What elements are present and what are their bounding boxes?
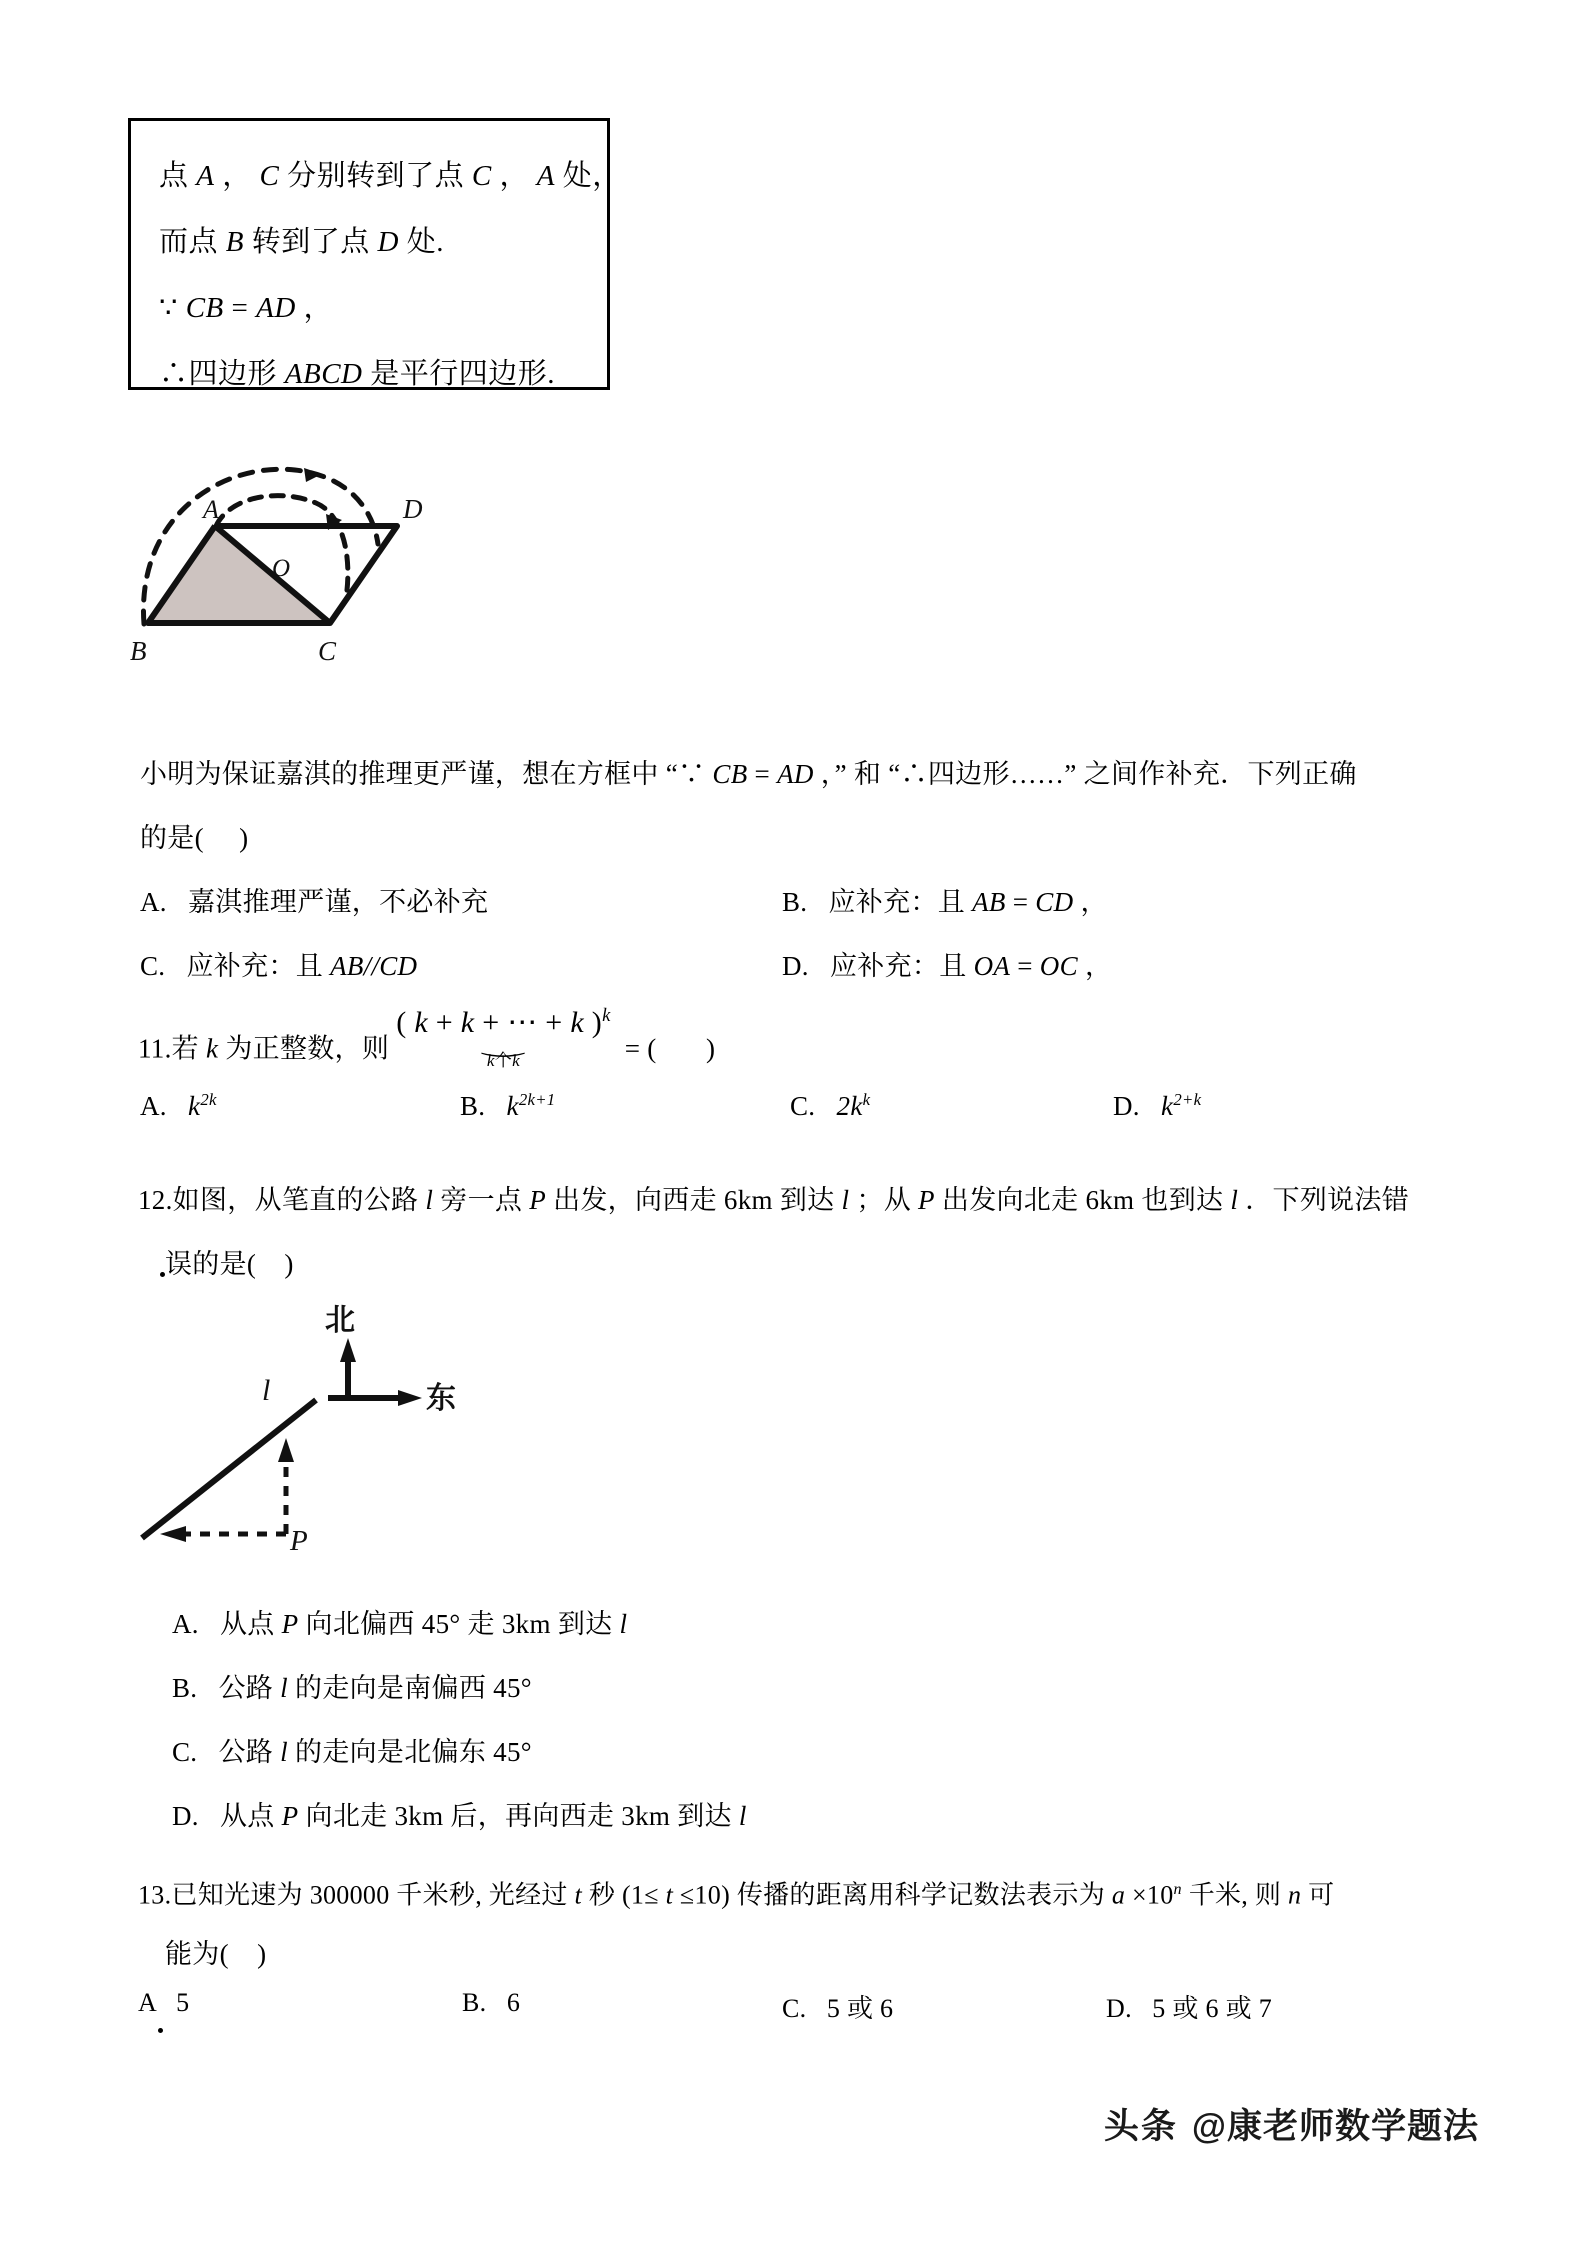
q11-expr-top: ( k + k + ⋯ + k )$^k$: [396, 1005, 611, 1039]
q13-option-c-text: 5 或 6: [826, 1994, 894, 2023]
q11-option-b[interactable]: [460, 1090, 555, 1122]
q10-option-d[interactable]: D. 应补充：且 OA = OC ，: [782, 951, 1113, 981]
q12-option-c[interactable]: C. 公路 l 的走向是北偏东 45°: [172, 1737, 532, 1767]
label-line-l: l: [262, 1374, 271, 1407]
proof-line-2: 而点 B 转到了点 D 处.: [159, 226, 444, 258]
q13-option-b[interactable]: [462, 1988, 520, 2018]
label-point-p: P: [290, 1525, 308, 1550]
q11-option-a-sup: 2k: [200, 1090, 217, 1109]
north-path-arrowhead: [278, 1438, 294, 1462]
parallelogram-svg: [120, 448, 440, 718]
q13-line2: 能为( ): [165, 1939, 267, 1969]
watermark: [1104, 2099, 1479, 2149]
q10-option-b-key: B.: [782, 887, 808, 917]
q11-option-d-base: k: [1161, 1091, 1174, 1121]
west-path-arrowhead: [160, 1526, 186, 1542]
watermark-text: @康老师数学题法: [1191, 2107, 1479, 2146]
proof-line-4: ∴四边形 ABCD 是平行四边形.: [159, 358, 555, 390]
proof-box: [128, 118, 622, 390]
q10-line1: 小明为保证嘉淇的推理更严谨，想在方框中 “∵ CB = AD ，” 和 “∴四边形……” 之间作补充．下列正确: [140, 759, 1357, 789]
label-C: C: [318, 636, 337, 666]
q11-option-b-sup: 2k+1: [518, 1090, 556, 1109]
q11-option-d[interactable]: [1113, 1090, 1201, 1122]
label-east: 东: [426, 1382, 456, 1415]
q11-underbrace-expression: [396, 1006, 610, 1070]
q13-option-a[interactable]: [138, 1988, 189, 2018]
q10-line2: 的是( ): [140, 823, 249, 853]
north-arrow-head: [340, 1338, 356, 1362]
stray-mark-2: [158, 2028, 163, 2033]
compass-road-svg: [120, 1290, 460, 1550]
q13-line1: 13.已知光速为 300000 千米秒, 光经过 t 秒 (1≤ t ≤10) 传播的距离用科学记数法表示为 $a \times 10^n$ 千米, 则 n 可: [138, 1880, 1335, 1910]
q13-option-b-text: 6: [506, 1988, 521, 2017]
q12-option-d[interactable]: D. 从点 P 向北走 3km 后，再向西走 3km 到达 l: [172, 1801, 747, 1831]
east-arrow-head: [398, 1390, 422, 1406]
parallelogram-rotation-figure: [120, 448, 440, 718]
watermark-logo: 头条: [1103, 2107, 1178, 2146]
proof-line-1: 点 A ， C 分别转到了点 C ， A 处，: [159, 160, 622, 192]
q10-option-c[interactable]: C. 应补充：且 AB//CD: [140, 951, 418, 981]
q13-option-a-text: 5: [176, 1988, 190, 2017]
label-O: O: [272, 555, 291, 582]
proof-line-3: ∵ CB = AD ，: [159, 292, 334, 324]
q12-option-b[interactable]: B. 公路 l 的走向是南偏西 45°: [172, 1673, 532, 1703]
q13-option-d-key: D.: [1106, 1994, 1132, 2023]
q10-option-b[interactable]: B. 应补充：且 AB = CD ，: [782, 887, 1108, 917]
q11-option-c-base: 2k: [836, 1091, 863, 1121]
q13-option-d-text: 5 或 6 或 7: [1152, 1994, 1272, 2023]
q12-option-a-key: A.: [172, 1609, 199, 1639]
label-D: D: [403, 494, 423, 524]
q11-option-b-key: B.: [460, 1091, 486, 1121]
q11-option-c-key: C.: [790, 1091, 816, 1121]
q13-option-d[interactable]: [1106, 1988, 1272, 2025]
compass-road-figure: [120, 1290, 460, 1550]
q12-option-c-key: C.: [172, 1737, 198, 1767]
q10-option-c-key: C.: [140, 951, 166, 981]
q11-option-a-key: A.: [140, 1091, 167, 1121]
q10-option-d-key: D.: [782, 951, 809, 981]
stray-mark-1: [160, 1272, 165, 1277]
q12-line1: 12.如图，从笔直的公路 l 旁一点 P 出发，向西走 6km 到达 l ；从 P 出发向北走 6km 也到达 l ．下列说法错: [138, 1185, 1410, 1215]
q11-option-a-base: k: [188, 1091, 201, 1121]
q10-option-a-key: A.: [140, 887, 167, 917]
q12-option-a[interactable]: A. 从点 P 向北偏西 45° 走 3km 到达 l: [172, 1609, 628, 1639]
q11-expr-under: k个k: [486, 1050, 520, 1070]
q12-line2: 误的是( ): [165, 1249, 294, 1279]
q11-option-b-base: k: [506, 1091, 519, 1121]
q13-option-a-key: A: [138, 1988, 156, 2017]
q11-number: 11.: [138, 1033, 172, 1064]
label-north: 北: [325, 1304, 355, 1337]
q13-option-c[interactable]: [782, 1988, 893, 2025]
q11-option-a[interactable]: [140, 1090, 217, 1122]
q11-option-c[interactable]: [790, 1090, 870, 1122]
q11-option-d-sup: 2+k: [1173, 1090, 1202, 1109]
q10-option-a[interactable]: A. 嘉淇推理严谨，不必补充: [140, 887, 489, 917]
q13-option-b-key: B.: [462, 1988, 487, 2017]
label-B: B: [130, 636, 147, 666]
q13-option-c-key: C.: [782, 1994, 807, 2023]
q12-option-b-key: B.: [172, 1673, 198, 1703]
q11-line1: 11.若 k 为正整数，则 ( k + k + ⋯ + k )$^k$ ⏝ k个k = ( ): [138, 1002, 715, 1080]
road-line-l: [142, 1400, 316, 1538]
q11-option-c-sup: k: [862, 1090, 871, 1109]
label-A: A: [203, 495, 219, 524]
outer-arc-arrowhead: [304, 468, 322, 482]
shaded-triangle-abc: [148, 526, 330, 623]
q11-option-d-key: D.: [1113, 1091, 1140, 1121]
q11-underbrace: ⏝: [480, 1033, 526, 1056]
q12-option-d-key: D.: [172, 1801, 199, 1831]
